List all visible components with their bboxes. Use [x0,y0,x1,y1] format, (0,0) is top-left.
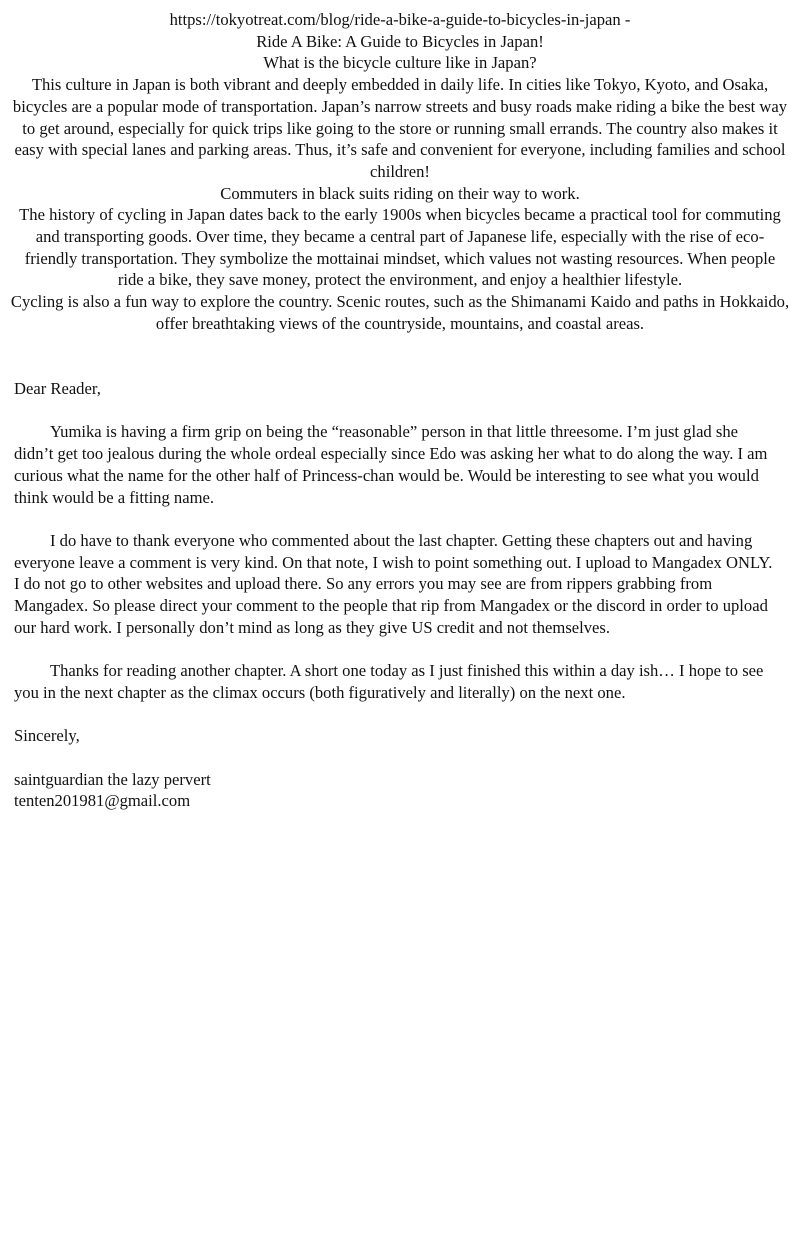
source-url: https://tokyotreat.com/blog/ride-a-bike-a-guide-to-bicycles-in-japan - [169,10,631,29]
letter-salutation: Dear Reader, [14,379,101,398]
image-caption: Commuters in black suits riding on their way to work. [220,183,580,203]
letter-paragraph-2: I do have to thank everyone who commented about the last chapter. Getting these chapters out and having everyone leave a comment is very kind. On that note, I wish to point something out. I upload to Mangadex ONLY. I do not go to other websites and upload there. So any errors you may see are from rippers grabbing from Mangadex. So please direct your comment to the people that rip from Mangadex or the discord in order to upload our hard work. I personally don’t mind as long as they give US credit and not themselves. [14,530,773,637]
spacer [14,400,778,422]
article-paragraph-1: This culture in Japan is both vibrant and deeply embedded in daily life. In cities like Tokyo, Kyoto, and Osaka, bicycles are a popular mode of transportation. Japan’s narrow streets and busy roads make riding a bike the best way to get around, especially for quick trips like going to the store or running small errands. The country also makes it easy with special lanes and parking areas. Thus, it’s safe and convenient for everyone, including families and school children! [12,75,788,181]
article-paragraph-2: The history of cycling in Japan dates back to the early 1900s when bicycles became a practical tool for commuting and transporting goods. Over time, they became a central part of Japanese life, especially with the rise of eco-friendly transportation. They symbolize the mottainai mindset, which values not wasting resources. When people ride a bike, they save money, protect the environment, and enjoy a healthier lifestyle. [19,205,781,290]
letter-paragraph-1: Yumika is having a firm grip on being the “reasonable” person in that little threesome. I’m just glad she didn’t get too jealous during the whole ordeal especially since Edo was asking her what to do along the way. I am curious what the name for the other half of Princess-chan would be. Would be interesting to see what you would think would be a fitting name. [14,422,768,507]
article-paragraph-3: Cycling is also a fun way to explore the country. Scenic routes, such as the Shimanami Kaido and paths in Hokkaido, offer breathtaking views of the countryside, mountains, and coastal areas. [10,292,790,333]
article-question: What is the bicycle culture like in Japan? [263,53,537,73]
spacer [14,638,778,660]
translator-letter [14,378,778,812]
spacer [14,747,778,769]
letter-paragraph-3: Thanks for reading another chapter. A short one today as I just finished this within a day ish… I hope to see you in the next chapter as the climax occurs (both figuratively and literally) on the next one. [14,661,764,702]
letter-closing: Sincerely, [14,726,80,746]
article-title: Ride A Bike: A Guide to Bicycles in Japan! [256,31,544,51]
spacer [14,704,778,726]
spacer [14,508,778,530]
article-excerpt [10,9,790,335]
signature-name: saintguardian the lazy pervert [14,769,211,789]
signature-email: tenten201981@gmail.com [14,791,191,811]
